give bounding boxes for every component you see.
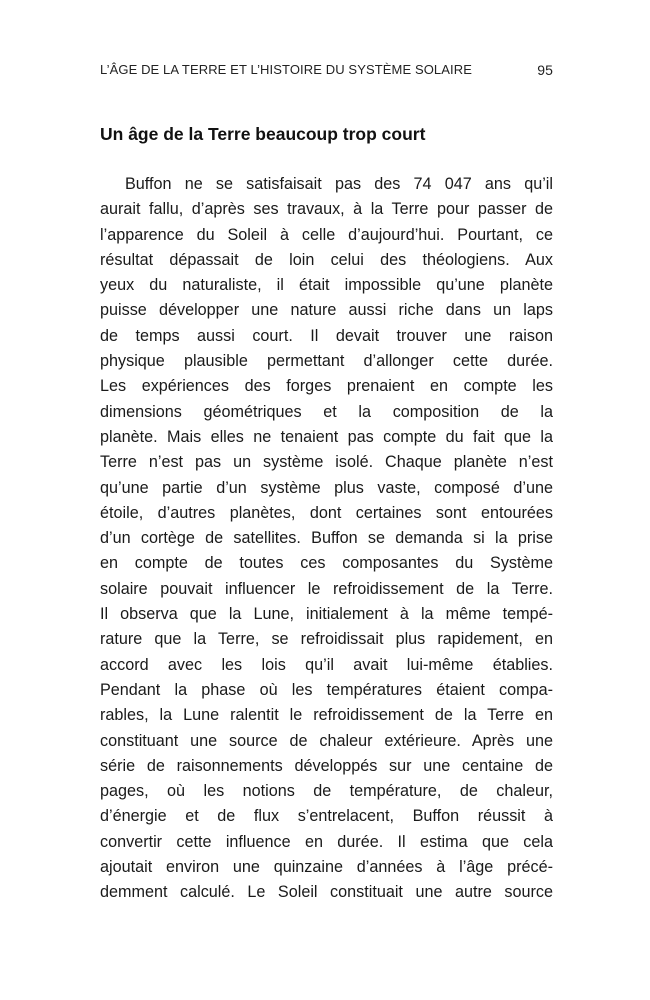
- paragraph-line: Pendant la phase où les températures étaient compa-: [100, 680, 553, 699]
- paragraph-line: dimensions géométriques et la composition de la: [100, 402, 553, 421]
- paragraph-line: Il observa que la Lune, initialement à la même tempé-: [100, 605, 553, 624]
- paragraph-line: rature que la Terre, se refroidissait plus rapidement, en: [100, 630, 553, 649]
- paragraph-line: solaire pouvait influencer le refroidissement de la Terre.: [100, 579, 553, 598]
- paragraph-line: résultat dépassait de loin celui des théologiens. Aux: [100, 250, 553, 269]
- paragraph-line: accord avec les lois qu’il avait lui-même établies.: [100, 655, 553, 674]
- paragraph-line: ajoutait environ une quinzaine d’années à l’âge précé-: [100, 858, 553, 877]
- paragraph-line: d’énergie et de flux s’entrelacent, Buffon réussit à: [100, 807, 553, 826]
- paragraph-line: qu’une partie d’un système plus vaste, composé d’une: [100, 478, 553, 497]
- paragraph-line: l’apparence du Soleil à celle d’aujourd’hui. Pourtant, ce: [100, 225, 553, 244]
- paragraph-line: planète. Mais elles ne tenaient pas compte du fait que la: [100, 427, 553, 446]
- paragraph-line: rables, la Lune ralentit le refroidissement de la Terre en: [100, 706, 553, 725]
- paragraph-line: série de raisonnements développés sur une centaine de: [100, 756, 553, 775]
- paragraph-line: yeux du naturaliste, il était impossible qu’une planète: [100, 276, 553, 295]
- paragraph-line: Terre n’est pas un système isolé. Chaque planète n’est: [100, 453, 553, 472]
- paragraph-line: en compte de toutes ces composantes du Système: [100, 554, 553, 573]
- paragraph-line: Buffon ne se satisfaisait pas des 74 047 ans qu’il: [125, 175, 553, 193]
- paragraph-line: physique plausible permettant d’allonger cette durée.: [100, 352, 553, 371]
- paragraph-line: demment calculé. Le Soleil constituait une autre source: [100, 883, 553, 902]
- paragraph-line: Les expériences des forges prenaient en compte les: [100, 377, 553, 396]
- paragraph-line: convertir cette influence en durée. Il estima que cela: [100, 832, 553, 851]
- running-title: L’ÂGE DE LA TERRE ET L’HISTOIRE DU SYSTÈME SOLAIRE: [100, 62, 473, 77]
- page-number: 95: [537, 62, 553, 78]
- section-heading: Un âge de la Terre beaucoup trop court: [100, 124, 426, 144]
- paragraph-line: puisse développer une nature aussi riche dans un laps: [100, 301, 553, 320]
- body-paragraph: [100, 172, 553, 906]
- paragraph-line: de temps aussi court. Il devait trouver une raison: [100, 326, 553, 345]
- paragraph-line: aurait fallu, d’après ses travaux, à la Terre pour passer de: [100, 200, 553, 219]
- book-page: [100, 0, 553, 1000]
- paragraph-line: d’un cortège de satellites. Buffon se demanda si la prise: [100, 529, 553, 548]
- paragraph-line: constituant une source de chaleur extérieure. Après une: [100, 731, 553, 750]
- paragraph-line: pages, où les notions de température, de chaleur,: [100, 782, 553, 801]
- paragraph-line: étoile, d’autres planètes, dont certaines sont entourées: [100, 503, 553, 522]
- running-head: [100, 62, 553, 82]
